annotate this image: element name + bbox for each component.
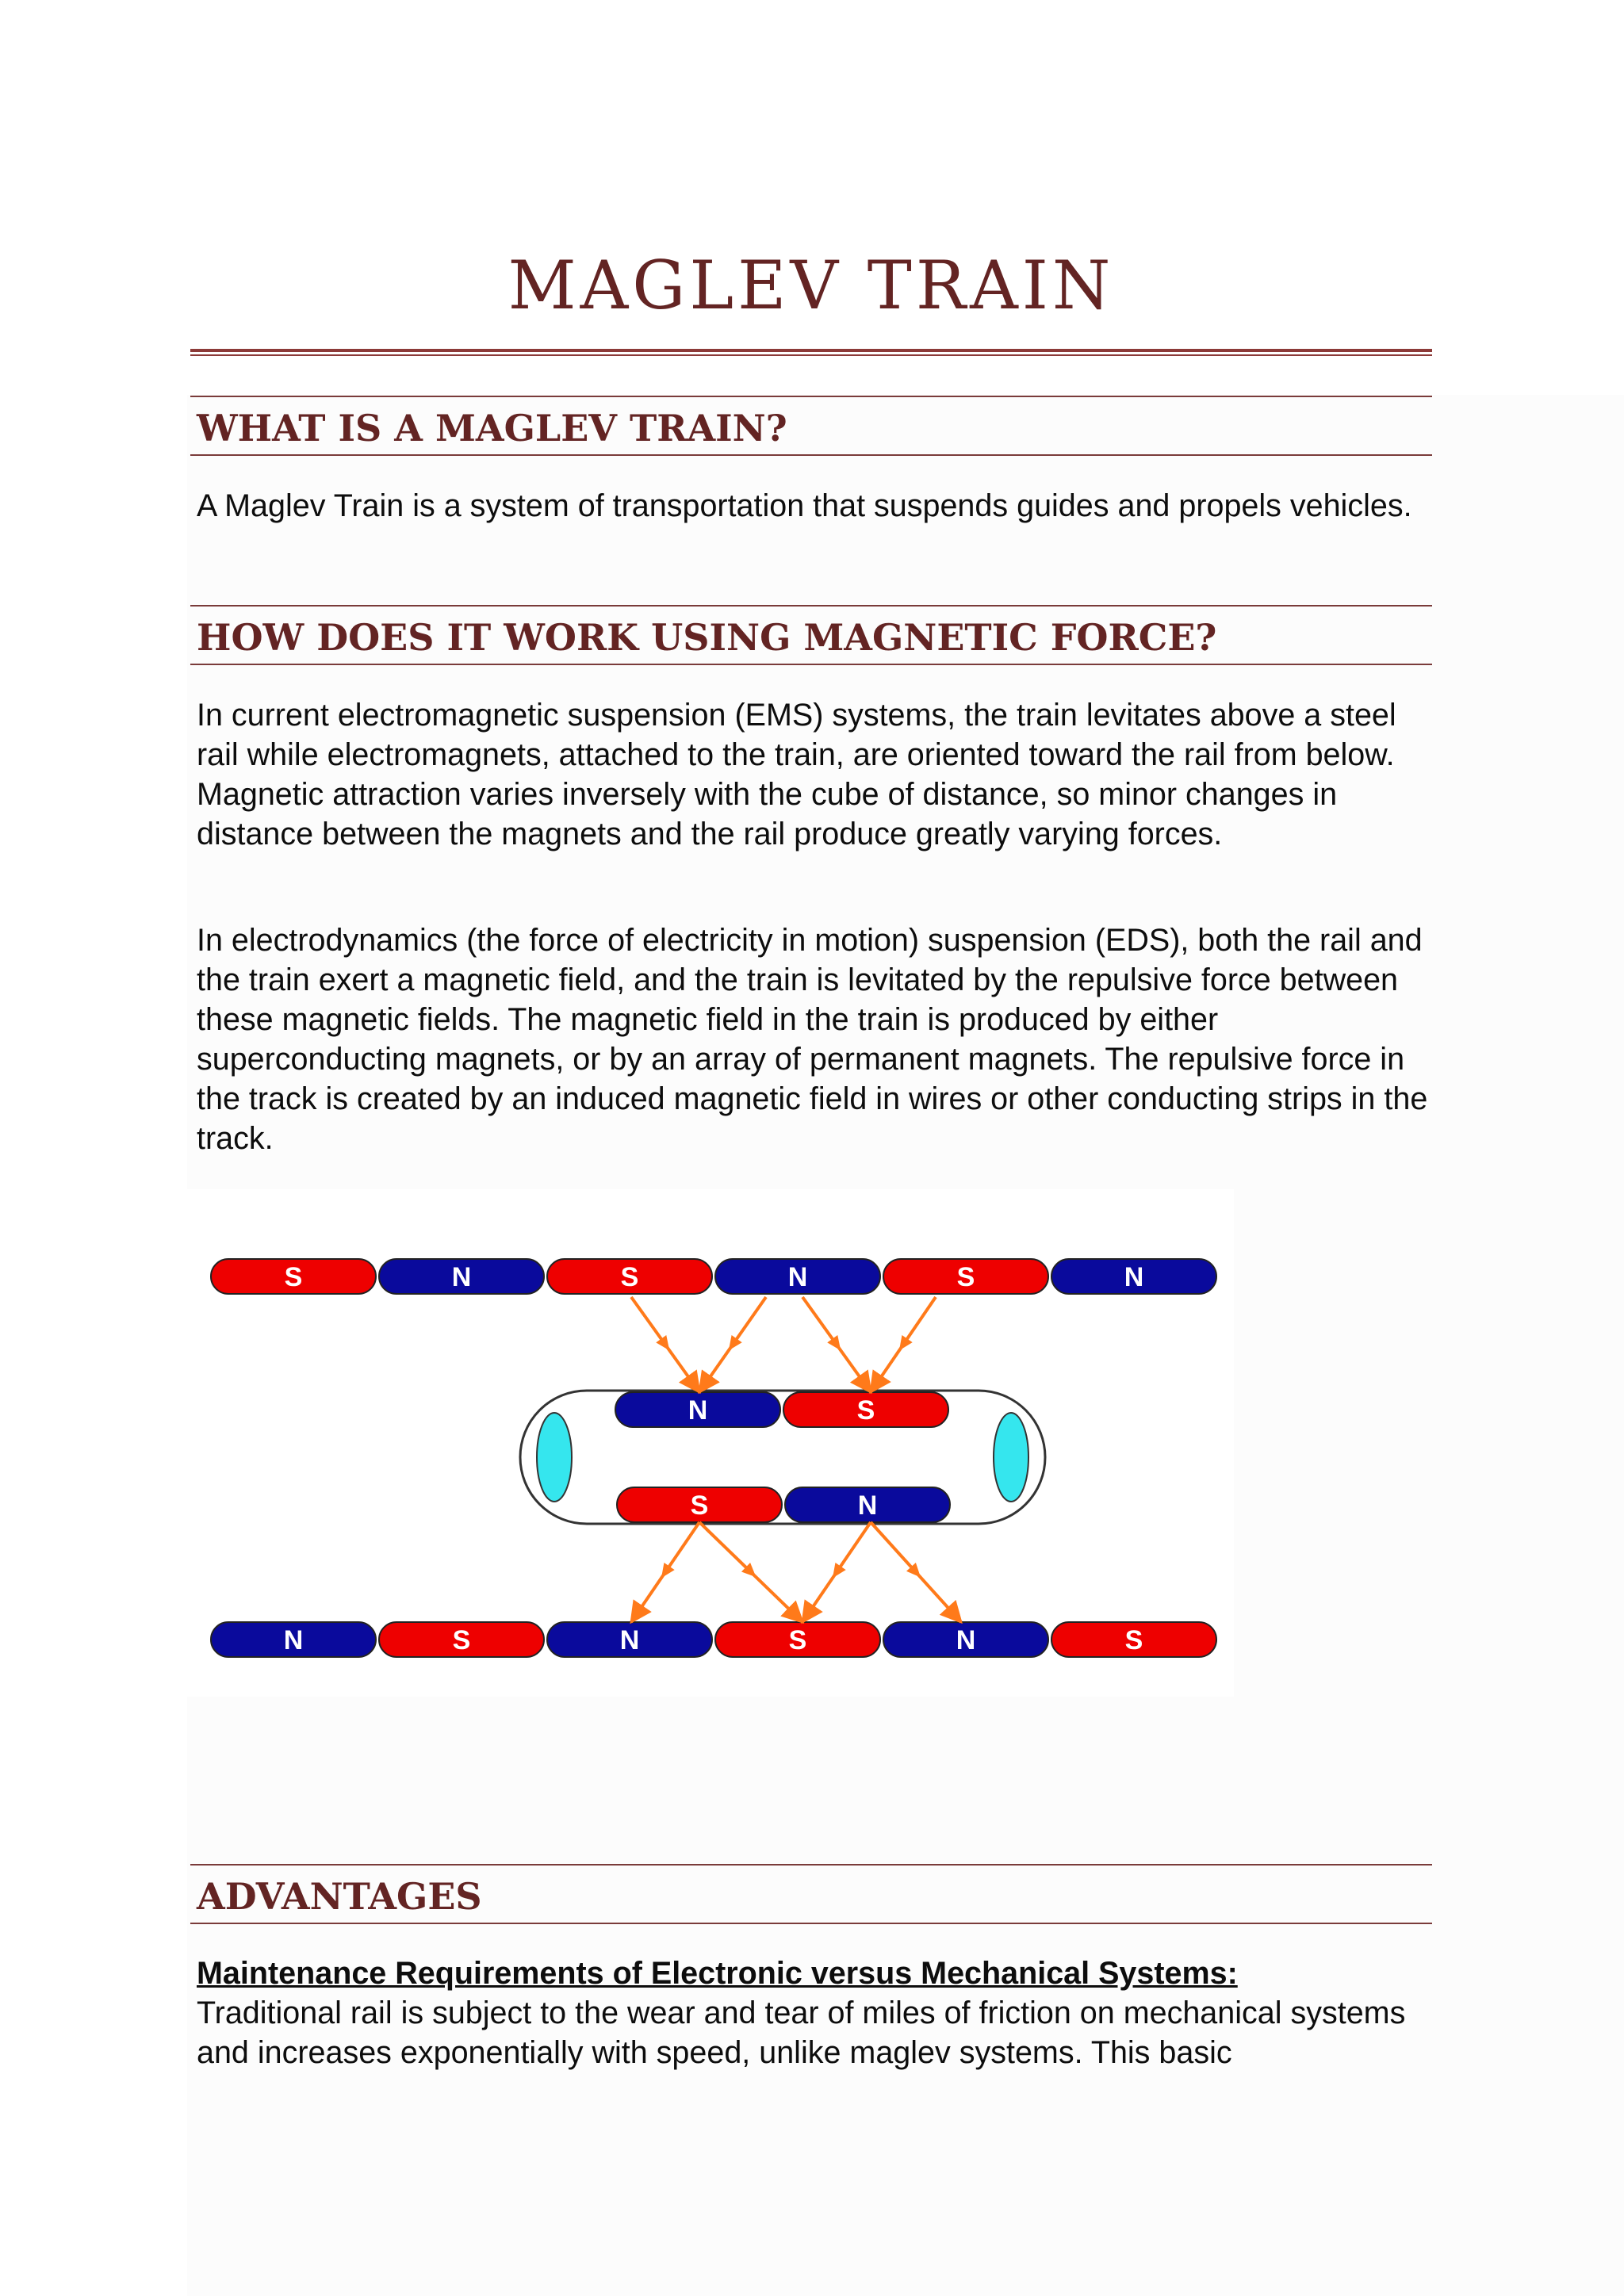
train-bottom-magnet	[785, 1487, 950, 1522]
maglev-magnet-diagram	[187, 1189, 1234, 1697]
magnet-pole-label: N	[787, 1262, 808, 1292]
train-top-magnet	[783, 1392, 948, 1427]
train-body	[520, 1391, 1045, 1524]
magnet-pole-label: S	[620, 1262, 639, 1292]
top-rail-magnet	[883, 1259, 1048, 1294]
train-bottom-magnet	[617, 1487, 782, 1522]
page-title: MAGLEV TRAIN	[508, 247, 1115, 324]
train-window	[994, 1413, 1028, 1502]
paragraph-text: Traditional rail is subject to the wear and tear of miles of friction on mechanical systems and increases exponentially with speed, unlike maglev systems. This basic	[197, 1996, 1406, 2070]
diagram-svg	[187, 1189, 1234, 1697]
magnet-pole-label: N	[1124, 1262, 1144, 1292]
section-heading-how-it-works	[190, 605, 1432, 665]
bottom-rail-magnet	[547, 1622, 712, 1657]
title-rule-bottom	[190, 354, 1432, 356]
magnet-pole-label: S	[1124, 1625, 1143, 1655]
magnet-pole-label: S	[856, 1395, 875, 1425]
title-rule-top	[190, 349, 1432, 352]
section-heading-text: HOW DOES IT WORK USING MAGNETIC FORCE?	[197, 616, 1217, 659]
magnet-pole-label: N	[619, 1625, 640, 1655]
magnet-pole-label: S	[956, 1262, 975, 1292]
advantages-paragraph	[197, 1954, 1434, 2072]
bottom-rail-magnet	[1051, 1622, 1216, 1657]
paragraph: In current electromagnetic suspension (EMS) systems, the train levitates above a steel rail while electromagnets, attached to the train, are oriented toward the rail from below. Magnetic attraction varies inversely with the cube of distance, so minor changes in distance between the magnets and the rail produce greatly varying forces.	[197, 698, 1396, 851]
train-window	[537, 1413, 572, 1502]
paragraph: In electrodynamics (the force of electricity in motion) suspension (EDS), both the rail and the train exert a magnetic field, and the train is levitated by the repulsive force between these magnetic fields. The magnetic field in the train is produced by either superconducting magnets, or by an array of permanent magnets. The repulsive force in the track is created by an induced magnetic field in wires or other conducting strips in the track.	[197, 923, 1428, 1156]
section-heading-text: WHAT IS A MAGLEV TRAIN?	[197, 407, 787, 450]
section-heading-text: ADVANTAGES	[197, 1875, 482, 1918]
force-arrow-midhead	[894, 1335, 912, 1354]
magnet-pole-label: S	[284, 1262, 303, 1292]
top-rail-magnet	[547, 1259, 712, 1294]
bottom-rail-magnet	[883, 1622, 1048, 1657]
force-arrow-midhead	[827, 1563, 845, 1582]
top-rail-magnet	[715, 1259, 880, 1294]
bottom-rail-magnet	[211, 1622, 376, 1657]
bottom-rail-magnet	[715, 1622, 880, 1657]
magnet-pole-label: N	[688, 1395, 708, 1425]
magnet-pole-label: N	[283, 1625, 304, 1655]
magnet-pole-label: N	[956, 1625, 976, 1655]
train-top-magnet	[615, 1392, 780, 1427]
top-rail-magnet	[1051, 1259, 1216, 1294]
magnet-pole-label: S	[452, 1625, 471, 1655]
magnet-pole-label: N	[451, 1262, 472, 1292]
magnet-pole-label: S	[788, 1625, 807, 1655]
top-rail-magnet	[379, 1259, 544, 1294]
paragraph: A Maglev Train is a system of transportation that suspends guides and propels vehicles.	[197, 488, 1412, 523]
magnet-pole-label: N	[857, 1490, 878, 1521]
section-heading-advantages	[190, 1864, 1432, 1924]
section-heading-what-is	[190, 396, 1432, 456]
force-arrow-midhead	[656, 1563, 674, 1582]
magnet-pole-label: S	[690, 1490, 709, 1521]
top-rail-magnet	[211, 1259, 376, 1294]
bottom-rail-magnet	[379, 1622, 544, 1657]
subheading: Maintenance Requirements of Electronic versus Mechanical Systems:	[197, 1956, 1238, 1991]
